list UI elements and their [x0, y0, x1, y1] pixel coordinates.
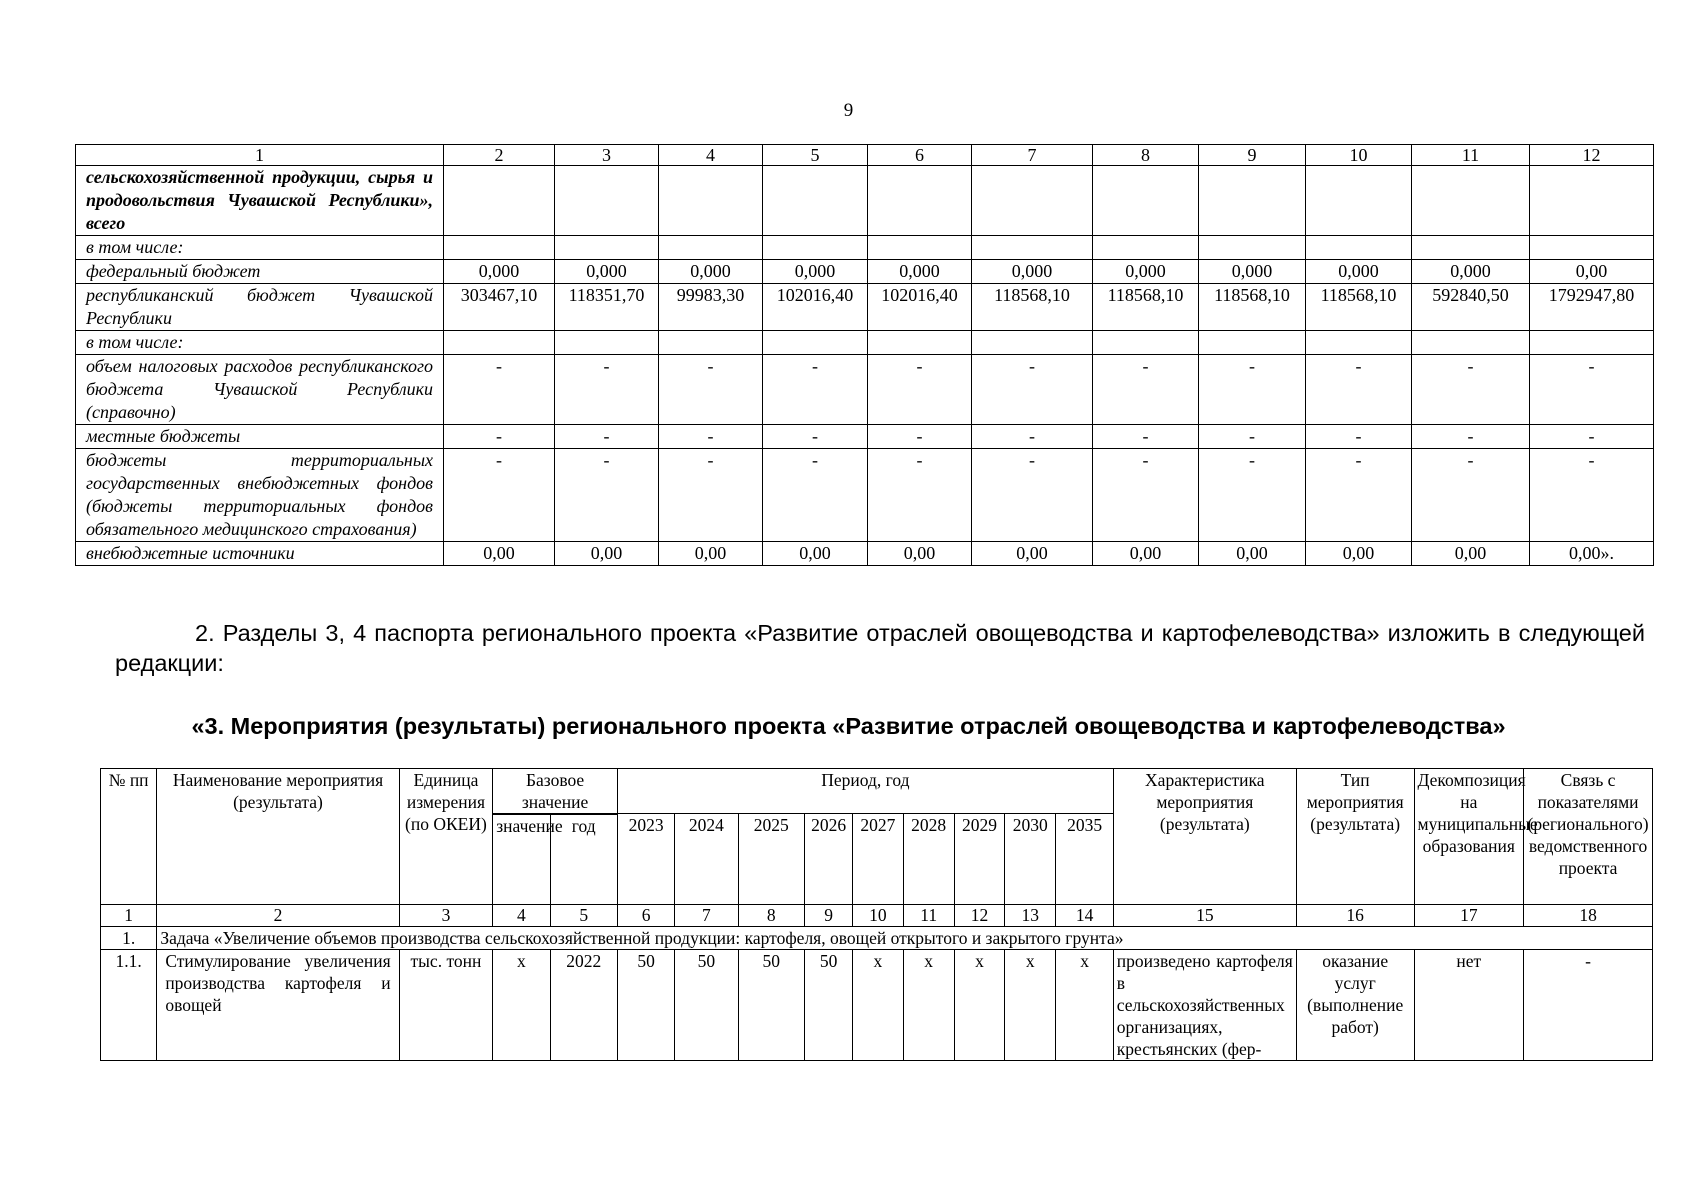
column-number: 7: [675, 905, 738, 927]
funding-value: [1530, 236, 1654, 260]
row-base-value: х: [493, 950, 550, 1061]
funding-value: -: [1306, 449, 1412, 542]
funding-table: [75, 144, 1654, 566]
hdr-base: Базовое значение: [493, 769, 618, 814]
funding-value: [555, 331, 659, 355]
column-number: 5: [763, 145, 868, 166]
funding-row-label: объем налоговых расходов республиканского бюджета Чувашской Республики (справочно): [76, 355, 444, 425]
column-number: 15: [1113, 905, 1296, 927]
funding-value: 0,00: [972, 542, 1093, 566]
task-text: Задача «Увеличение объемов производства сельскохозяйственной продукции: картофеля, овощей открытого и закрытого грунта»: [157, 927, 1653, 950]
funding-value: 0,00: [1199, 542, 1306, 566]
funding-value: 0,00: [1093, 542, 1199, 566]
page-number: 9: [843, 100, 854, 121]
funding-value: [659, 166, 763, 236]
funding-value: 1792947,80: [1530, 284, 1654, 331]
row-year-value: 50: [675, 950, 738, 1061]
column-number: 11: [903, 905, 954, 927]
activities-column-numbers: [101, 905, 1653, 927]
funding-value: 0,000: [1199, 260, 1306, 284]
task-number: 1.: [101, 927, 157, 950]
funding-row-label: в том числе:: [76, 331, 444, 355]
hdr-characteristic: Характеристика мероприятия (результата): [1113, 769, 1296, 905]
column-number: 9: [1199, 145, 1306, 166]
funding-value: [763, 166, 868, 236]
row-year-value: х: [954, 950, 1004, 1061]
funding-value: 118568,10: [1306, 284, 1412, 331]
funding-row-label: сельскохозяйственной продукции, сырья и продовольствия Чувашской Республики», всего: [76, 166, 444, 236]
funding-value: [1412, 236, 1530, 260]
hdr-period: Период, год: [617, 769, 1113, 814]
funding-value: [868, 236, 972, 260]
funding-value: [972, 236, 1093, 260]
funding-value: 0,00: [868, 542, 972, 566]
funding-row: [76, 449, 1654, 542]
funding-value: 0,000: [1306, 260, 1412, 284]
hdr-link: Связь с показателями (регионального) ведомственного проекта: [1524, 769, 1653, 905]
funding-row-label: в том числе:: [76, 236, 444, 260]
funding-value: 592840,50: [1412, 284, 1530, 331]
funding-row: [76, 331, 1654, 355]
funding-value: -: [1199, 449, 1306, 542]
funding-value: -: [763, 425, 868, 449]
hdr-num: № пп: [101, 769, 157, 905]
funding-value: 0,000: [659, 260, 763, 284]
funding-value: 118568,10: [1199, 284, 1306, 331]
row-year-value: 50: [617, 950, 674, 1061]
hdr-year: 2023: [617, 814, 674, 905]
funding-value: -: [868, 425, 972, 449]
column-number: 5: [550, 905, 617, 927]
funding-value: -: [444, 425, 555, 449]
funding-value: -: [1530, 355, 1654, 425]
column-number: 4: [659, 145, 763, 166]
column-number: 10: [1306, 145, 1412, 166]
funding-value: 0,00: [555, 542, 659, 566]
column-number: 3: [555, 145, 659, 166]
row-year-value: 50: [738, 950, 804, 1061]
hdr-base-value: значение: [493, 815, 550, 905]
column-number: 10: [853, 905, 903, 927]
funding-value: 118568,10: [1093, 284, 1199, 331]
activities-table: [100, 768, 1653, 1061]
column-number: 11: [1412, 145, 1530, 166]
funding-value: -: [972, 449, 1093, 542]
funding-value: [1306, 331, 1412, 355]
funding-value: -: [868, 449, 972, 542]
funding-value: [763, 236, 868, 260]
funding-value: [1306, 166, 1412, 236]
funding-row-label: республиканский бюджет Чувашской Республики: [76, 284, 444, 331]
column-number: 14: [1056, 905, 1113, 927]
column-number: 2: [444, 145, 555, 166]
hdr-year: 2026: [804, 814, 852, 905]
funding-value: -: [972, 425, 1093, 449]
funding-row: [76, 284, 1654, 331]
funding-value: [1199, 236, 1306, 260]
funding-value: [868, 331, 972, 355]
column-number: 7: [972, 145, 1093, 166]
funding-row-label: местные бюджеты: [76, 425, 444, 449]
funding-value: -: [1412, 425, 1530, 449]
row-name: Стимулирование увеличения производства картофеля и овощей: [157, 950, 399, 1061]
funding-value: 0,00: [1412, 542, 1530, 566]
row-link: -: [1524, 950, 1653, 1061]
funding-value: -: [972, 355, 1093, 425]
funding-value: 118568,10: [972, 284, 1093, 331]
hdr-decomposition: Декомпозиция на муниципальные образования: [1414, 769, 1524, 905]
funding-value: -: [1199, 355, 1306, 425]
funding-value: [1199, 331, 1306, 355]
funding-value: [868, 166, 972, 236]
funding-value: 118351,70: [555, 284, 659, 331]
funding-value: 0,00: [659, 542, 763, 566]
column-number: 4: [493, 905, 550, 927]
funding-value: -: [1530, 449, 1654, 542]
funding-value: [1530, 331, 1654, 355]
column-number: 6: [617, 905, 674, 927]
row-unit: тыс. тонн: [399, 950, 493, 1061]
column-number: 6: [868, 145, 972, 166]
funding-value: [1093, 236, 1199, 260]
funding-value: [1530, 166, 1654, 236]
funding-value: 0,000: [972, 260, 1093, 284]
funding-value: 102016,40: [868, 284, 972, 331]
row-year-value: 50: [804, 950, 852, 1061]
funding-value: [659, 331, 763, 355]
row-year-value: х: [1005, 950, 1056, 1061]
funding-value: -: [1530, 425, 1654, 449]
column-number: 3: [399, 905, 493, 927]
funding-value: -: [659, 425, 763, 449]
hdr-year: 2024: [675, 814, 738, 905]
column-number: 13: [1005, 905, 1056, 927]
row-year-value: х: [853, 950, 903, 1061]
funding-value: -: [555, 449, 659, 542]
column-number: 17: [1414, 905, 1524, 927]
funding-value: [1199, 166, 1306, 236]
funding-value: 0,000: [1412, 260, 1530, 284]
row-year-value: х: [1056, 950, 1113, 1061]
row-number: 1.1.: [101, 950, 157, 1061]
funding-value: 0,000: [444, 260, 555, 284]
hdr-year: 2028: [903, 814, 954, 905]
funding-value: [1412, 331, 1530, 355]
funding-row: [76, 425, 1654, 449]
hdr-year: 2025: [738, 814, 804, 905]
funding-value: -: [555, 425, 659, 449]
funding-value: 0,00».: [1530, 542, 1654, 566]
funding-value: [1306, 236, 1412, 260]
funding-value: [972, 331, 1093, 355]
funding-value: 0,00: [1306, 542, 1412, 566]
activity-row: [101, 950, 1653, 1061]
funding-value: [1093, 166, 1199, 236]
funding-value: [763, 331, 868, 355]
funding-value: -: [1093, 449, 1199, 542]
funding-value: 0,00: [763, 542, 868, 566]
hdr-year: 2029: [954, 814, 1004, 905]
hdr-type: Тип мероприятия (результата): [1296, 769, 1414, 905]
column-number: 1: [101, 905, 157, 927]
funding-value: -: [763, 355, 868, 425]
column-number: 8: [1093, 145, 1199, 166]
hdr-name: Наименование мероприятия (результата): [157, 769, 399, 905]
funding-value: -: [659, 355, 763, 425]
funding-value: -: [868, 355, 972, 425]
row-decomposition: нет: [1414, 950, 1524, 1061]
column-number: 2: [157, 905, 399, 927]
hdr-year: 2035: [1056, 814, 1113, 905]
funding-value: -: [1093, 355, 1199, 425]
funding-value: -: [1412, 355, 1530, 425]
column-number: 18: [1524, 905, 1653, 927]
funding-value: 102016,40: [763, 284, 868, 331]
row-characteristic: произведено картофеля в сельскохозяйственных организациях, крестьянских (фер-: [1113, 950, 1296, 1061]
column-number: 12: [954, 905, 1004, 927]
funding-row-label: внебюджетные источники: [76, 542, 444, 566]
column-number: 12: [1530, 145, 1654, 166]
funding-row: [76, 542, 1654, 566]
hdr-year: 2030: [1005, 814, 1056, 905]
funding-value: 303467,10: [444, 284, 555, 331]
funding-row: [76, 355, 1654, 425]
row-type: оказание услуг (выполнение работ): [1296, 950, 1414, 1061]
funding-value: [972, 166, 1093, 236]
funding-value: -: [659, 449, 763, 542]
funding-value: -: [444, 355, 555, 425]
funding-value: -: [444, 449, 555, 542]
column-number: 1: [76, 145, 444, 166]
funding-value: [555, 236, 659, 260]
column-number: 9: [804, 905, 852, 927]
hdr-base-year: год: [550, 815, 617, 905]
funding-value: -: [763, 449, 868, 542]
funding-row: [76, 260, 1654, 284]
funding-row: [76, 236, 1654, 260]
funding-value: 0,00: [444, 542, 555, 566]
funding-column-numbers: [76, 145, 1654, 166]
funding-value: -: [1093, 425, 1199, 449]
column-number: 8: [738, 905, 804, 927]
funding-value: [1093, 331, 1199, 355]
hdr-year: 2027: [853, 814, 903, 905]
funding-row-label: бюджеты территориальных государственных внебюджетных фондов (бюджеты территориальных фондов обязательного медицинского страхования): [76, 449, 444, 542]
funding-value: -: [555, 355, 659, 425]
funding-value: [659, 236, 763, 260]
section-title: «3. Мероприятия (результаты) регионального проекта «Развитие отраслей овощеводства и картофелеводства»: [191, 713, 1506, 739]
hdr-unit: Единица измерения (по ОКЕИ): [399, 769, 493, 905]
funding-value: [444, 331, 555, 355]
funding-value: [444, 236, 555, 260]
funding-row-label: федеральный бюджет: [76, 260, 444, 284]
funding-value: 99983,30: [659, 284, 763, 331]
funding-value: -: [1199, 425, 1306, 449]
funding-value: 0,000: [763, 260, 868, 284]
amendment-paragraph: 2. Разделы 3, 4 паспорта регионального проекта «Развитие отраслей овощеводства и картофелеводства» изложить в следующей редакции:: [115, 620, 1645, 676]
funding-value: 0,00: [1530, 260, 1654, 284]
funding-value: 0,000: [1093, 260, 1199, 284]
row-base-year: 2022: [550, 950, 617, 1061]
funding-value: 0,000: [868, 260, 972, 284]
row-year-value: х: [903, 950, 954, 1061]
funding-value: [1412, 166, 1530, 236]
funding-value: [444, 166, 555, 236]
funding-value: 0,000: [555, 260, 659, 284]
funding-value: [555, 166, 659, 236]
funding-value: -: [1306, 355, 1412, 425]
funding-value: -: [1412, 449, 1530, 542]
funding-row: [76, 166, 1654, 236]
funding-value: -: [1306, 425, 1412, 449]
column-number: 16: [1296, 905, 1414, 927]
